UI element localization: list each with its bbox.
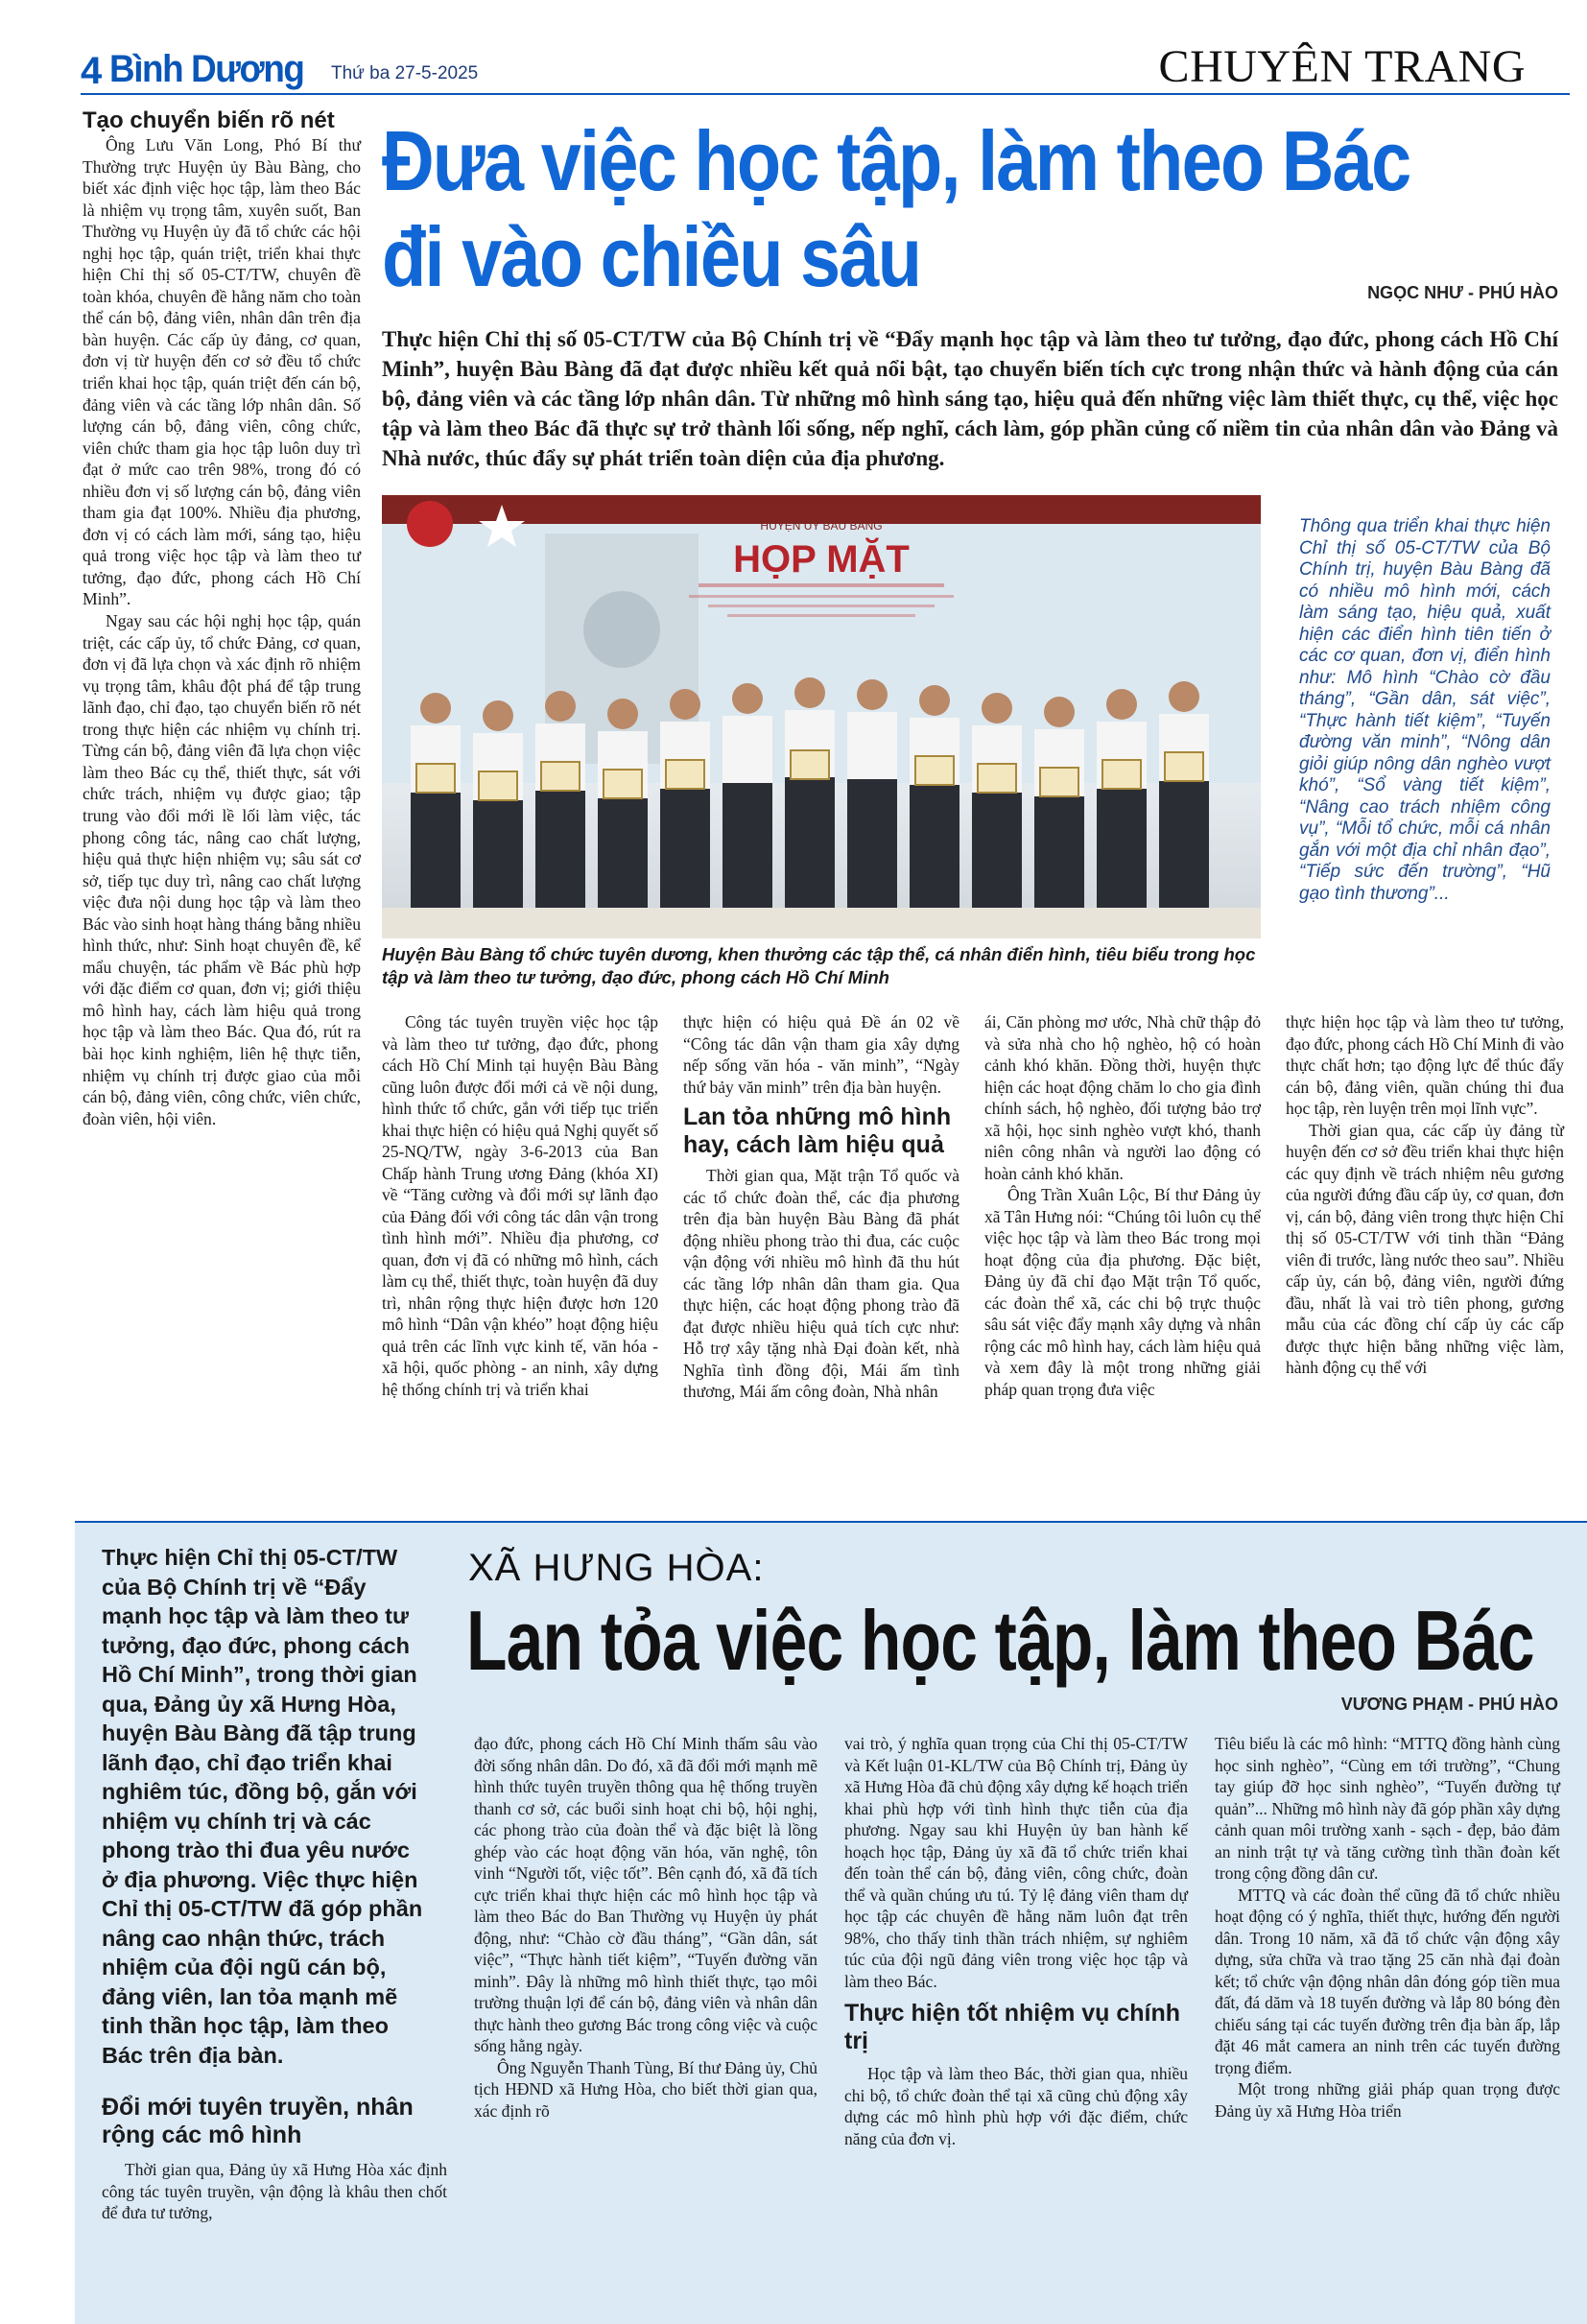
article2-column-1 bbox=[102, 2159, 447, 2224]
paragraph: Ông Nguyễn Thanh Tùng, Bí thư Đảng ủy, Chủ tịch HĐND xã Hưng Hòa, cho biết thời gian qua, xác định rõ bbox=[474, 2057, 817, 2121]
page-number: 4 bbox=[81, 50, 103, 92]
article2-column-4 bbox=[1215, 1733, 1560, 2122]
article1-subhead-2: Lan tỏa những mô hình hay, cách làm hiệu quả bbox=[683, 1103, 952, 1158]
paragraph: Ông Lưu Văn Long, Phó Bí thư Thường trực Huyện ủy Bàu Bàng, cho biết xác định việc học tập, làm theo Bác là nhiệm vụ trọng tâm, xuyên suốt, Ban Thường vụ Huyện ủy đã tổ chức các hội nghị học tập, quán triệt, triển khai thực hiện Chỉ thị số 05-CT/TW, chuyên đề toàn khóa, chuyên đề hằng năm cho toàn thể cán bộ, đảng viên, nhân dân trên địa bàn huyện. Các cấp ủy đảng, cơ quan, đơn vị từ huyện đến cơ sở đều tổ chức triển khai học tập, quán triệt đến cán bộ, đảng viên và các tầng lớp nhân dân. Số lượng cán bộ, đảng viên, công chức, viên chức tham gia học tập luôn duy trì đạt ở mức cao trên 98%, trong đó có nhiều đơn vị số lượng cán bộ, đảng viên tham gia đạt 100%. Nhiều địa phương, đơn vị có cách làm mới, sáng tạo, hiệu quả trong việc học tập và làm theo tư tưởng, đạo đức, phong cách Hồ Chí Minh”. bbox=[83, 135, 361, 609]
paragraph: Thời gian qua, Đảng ủy xã Hưng Hòa xác định công tác tuyên truyền, vận động là khâu then chốt để đưa tư tưởng, bbox=[102, 2160, 447, 2222]
paragraph: Ngay sau các hội nghị học tập, quán triệt, các cấp ủy, tổ chức Đảng, cơ quan, đơn vị đã lựa chọn và xác định rõ nhiệm vụ trọng tâm, khâu đột phá để tập trung lãnh đạo, chỉ đạo, tạo chuyển biến rõ nét trong thực hiện các nhiệm vụ chính trị. Từng cán bộ, đảng viên đã lựa chọn việc làm theo Bác cụ thể, thiết thực, sát với chức trách, nhiệm vụ được giao; tập trung vào đổi mới lề lối làm việc, tác phong công tác, nâng cao chất lượng, hiệu quả thực hiện nhiệm vụ; sâu sát cơ sở, tiếp tục duy trì, nâng cao chất lượng việc đưa nội dung học tập và làm theo Bác vào sinh hoạt hàng tháng bằng nhiều hình thức, như: Sinh hoạt chuyên đề, kể mẩu chuyện, tác phẩm về Bác phù hợp với đặc điểm cơ quan, đơn vị; giới thiệu mô hình hay, cách làm hiệu quả trong học tập và làm theo Bác. Qua đó, rút ra bài học kinh nghiệm, liên hệ thực tiễn, nhiệm vụ chính trị được giao của mỗi cán bộ, đảng viên, công chức, viên chức, đoàn viên, hội viên. bbox=[83, 611, 361, 1128]
issue-date: Thứ ba 27-5-2025 bbox=[331, 63, 479, 83]
event-photo[interactable] bbox=[382, 495, 1261, 938]
paragraph: Thời gian qua, Mặt trận Tổ quốc và các tổ chức đoàn thể, các địa phương trên địa bàn huyện Bàu Bàng đã phát động nhiều phong trào thi đua, các cuộc vận động với nhiều mô hình đã thu hút các tầng lớp nhân dân tham gia. Qua thực hiện, các hoạt động phong trào đã đạt được nhiều hiệu quả tích cực như: Hỗ trợ xây tặng nhà Đại đoàn kết, nhà Nghĩa tình đồng đội, Mái ấm tình thương, Mái ấm công đoàn, Nhà nhân bbox=[683, 1166, 959, 1401]
article1-column-2 bbox=[382, 1011, 658, 1400]
paragraph: Ông Trần Xuân Lộc, Bí thư Đảng ủy xã Tân Hưng nói: “Chúng tôi luôn cụ thể việc học tập và làm theo Bác trong mọi hoạt động của địa phương. Đặc biệt, Đảng ủy đã chỉ đạo Mặt trận Tổ quốc, các đoàn thể xã, các chi bộ trực thuộc sâu sát việc đẩy mạnh xây dựng và nhân rộng các mô hình hay, cách làm hiệu quả và xem đây là một trong những giải pháp quan trọng đưa việc bbox=[984, 1185, 1261, 1399]
paragraph: ái, Căn phòng mơ ước, Nhà chữ thập đỏ và sửa nhà cho hộ nghèo, hộ có hoàn cảnh khó khăn. Đồng thời, huyện thực hiện các hoạt động chăm lo cho gia đình chính sách, hộ nghèo, đối tượng bảo trợ xã hội, học sinh nghèo vượt khó, thanh niên công nhân và người lao động có hoàn cảnh khó khăn. bbox=[984, 1012, 1261, 1183]
headline-line: Đưa việc học tập, làm theo Bác bbox=[382, 113, 1410, 208]
article2-subhead-1: Đổi mới tuyên truyền, nhân rộng các mô hình bbox=[102, 2094, 414, 2148]
newspaper-logo[interactable]: Bình Dương bbox=[109, 48, 304, 90]
hammer-sickle-icon bbox=[407, 501, 453, 547]
article2-column-3 bbox=[844, 1733, 1188, 2149]
paragraph: vai trò, ý nghĩa quan trọng của Chỉ thị 05-CT/TW và Kết luận 01-KL/TW của Bộ Chính trị, Đảng ủy xã Hưng Hòa đã chủ động xây dựng kế hoạch triển khai phù hợp với tình hình thực tiễn của địa phương. Ngay sau khi Huyện ủy ban hành kế hoạch học tập, Đảng ủy xã đã tổ chức triển khai đến toàn thể cán bộ, đảng viên, công chức, đoàn thể và quần chúng ưu tú. Tỷ lệ đảng viên tham dự học tập các chuyên đề hằng năm luôn đạt trên 98%, cho thấy tinh thần trách nhiệm, sự nghiêm túc của đội ngũ đảng viên trong việc học tập và làm theo Bác. bbox=[844, 1734, 1188, 1991]
article2-byline: VƯƠNG PHẠM - PHÚ HÀO bbox=[1340, 1695, 1558, 1714]
paragraph: Công tác tuyên truyền việc học tập và làm theo tư tưởng, đạo đức, phong cách Hồ Chí Minh tại huyện Bàu Bàng cũng luôn được đổi mới cả về nội dung, hình thức tổ chức, gắn với tiếp tục triển khai thực hiện có hiệu quả Nghị quyết số 25-NQ/TW, ngày 3-6-2013 của Ban Chấp hành Trung ương Đảng (khóa XI) về “Tăng cường và đổi mới sự lãnh đạo của Đảng đối với công tác dân vận trong tình hình mới”. Nhiều địa phương, cơ quan, đơn vị đã có những mô hình, cách làm cụ thể, thiết thực, toàn huyện đã duy trì, nhân rộng thực hiện được hơn 120 mô hình “Dân vận khéo” hoạt động hiệu quả trên các lĩnh vực kinh tế, văn hóa - xã hội, quốc phòng - an ninh, xây dựng hệ thống chính trị và triển khai bbox=[382, 1012, 658, 1399]
article1-subhead-1: Tạo chuyển biến rõ nét bbox=[83, 107, 335, 133]
paragraph: đạo đức, phong cách Hồ Chí Minh thấm sâu vào đời sống nhân dân. Do đó, xã đã đổi mới mạnh mẽ hình thức tuyên truyền thông qua hệ thống truyền thanh cơ sở, các buổi sinh hoạt chi bộ, hội nghị, các phong trào của đoàn thể và đặc biệt là lồng ghép vào các hoạt động văn hóa, văn nghệ, tôn vinh “Người tốt, việc tốt”. Bên cạnh đó, xã đã tích cực triển khai thực hiện các mô hình học tập và làm theo Bác do Ban Thường vụ Huyện ủy phát động, như: “Chào cờ đầu tháng”, “Gần dân, sát việc”, “Thực hành tiết kiệm”, “Tuyến đường văn minh”. Đây là những mô hình thiết thực, tạo môi trường thuận lợi để cán bộ, đảng viên và nhân dân thực hành theo gương Bác trong công việc và cuộc sống hằng ngày. bbox=[474, 1734, 817, 2055]
banner-title: HỌP MẶT bbox=[733, 538, 910, 581]
article2-kicker: XÃ HƯNG HÒA: bbox=[468, 1547, 765, 1589]
article1-column-3 bbox=[683, 1011, 959, 1403]
pull-quote: Thông qua triển khai thực hiện Chỉ thị số 05-CT/TW của Bộ Chính trị, huyện Bàu Bàng đã có nhiều mô hình mới, cách làm sáng tạo, hiệu quả, xuất hiện các điển hình tiên tiến ở các cơ quan, đơn vị, điển hình như: Mô hình “Chào cờ đầu tháng”, “Gần dân, sát việc”, “Thực hành tiết kiệm”, “Tuyến đường văn minh”, “Nông dân giỏi giúp nông dân nghèo vượt khó”, “Sổ vàng tiết kiệm”, “Nâng cao trách nhiệm công vụ”, “Mỗi tổ chức, mỗi cá nhân gắn với một địa chỉ nhân đạo”, “Tiếp sức đến trường”, “Hũ gạo tình thương”... bbox=[1299, 516, 1551, 904]
paragraph: MTTQ và các đoàn thể cũng đã tổ chức nhiều hoạt động có ý nghĩa, thiết thực, hướng đến người dân. Trong 10 năm, xã đã tổ chức vận động xây dựng, sửa chữa và trao tặng 25 căn nhà đại đoàn kết; tổ chức vận động nhân dân đóng góp tiền mua đất, đá dăm và 18 tuyến đường và lắp 80 bóng đèn chiếu sáng tại các tuyến đường trên địa bàn ấp, lắp đặt 46 mắt camera an ninh trên các tuyến đường trọng điểm. bbox=[1215, 1885, 1560, 2077]
article1-column-5 bbox=[1286, 1011, 1564, 1379]
section-title: CHUYÊN TRANG bbox=[1158, 41, 1526, 92]
article1-column-left bbox=[83, 134, 361, 1129]
paragraph: Tiêu biểu là các mô hình: “MTTQ đồng hành cùng học sinh nghèo”, “Cùng em tới trường”, “Chung tay giúp đỡ học sinh nghèo”, “Tuyến đường tự quản”... Những mô hình này đã góp phần xây dựng cảnh quan môi trường xanh - sạch - đẹp, bảo đảm an ninh trật tự và tăng cường tình thần đoàn kết trong cộng đồng dân cư. bbox=[1215, 1734, 1560, 1883]
article2-sapo: Thực hiện Chỉ thị 05-CT/TW của Bộ Chính trị về “Đẩy mạnh học tập và làm theo tư tưởng, đạo đức, phong cách Hồ Chí Minh”, trong thời gian qua, Đảng ủy xã Hưng Hòa, huyện Bàu Bàng đã tập trung lãnh đạo, chỉ đạo triển khai nghiêm túc, đồng bộ, gắn với nhiệm vụ chính trị và các phong trào thi đua yêu nước ở địa phương. Việc thực hiện Chỉ thị 05-CT/TW đã góp phần nâng cao nhận thức, trách nhiệm của đội ngũ cán bộ, đảng viên, lan tỏa mạnh mẽ tinh thần học tập, làm theo Bác trên địa bàn. bbox=[102, 1545, 423, 2068]
paragraph: Một trong những giải pháp quan trọng được Đảng ủy xã Hưng Hòa triển bbox=[1215, 2079, 1560, 2121]
headline-line: đi vào chiều sâu bbox=[382, 209, 921, 304]
header-divider bbox=[81, 93, 1570, 95]
banner-org: HUYỆN ỦY BÀU BÀNG bbox=[760, 519, 883, 533]
paragraph: thực hiện học tập và làm theo tư tưởng, đạo đức, phong cách Hồ Chí Minh đi vào thực chất hơn; tạo động lực để thúc đẩy cán bộ, đảng viên, quần chúng thi đua học tập, rèn luyện trên mọi lĩnh vực”. bbox=[1286, 1012, 1564, 1118]
article1-headline bbox=[382, 113, 1413, 305]
paragraph: Thời gian qua, các cấp ủy đảng từ huyện đến cơ sở đều triển khai thực hiện các quy định về trách nhiệm nêu gương của người đứng đầu cấp ủy, cơ quan, đơn vị, cán bộ, đảng viên trong thực hiện Chỉ thị số 05-CT/TW với tinh thần “Đảng viên đi trước, làng nước theo sau”. Nhiều cấp ủy, cán bộ, đảng viên, người đứng đầu, nhất là vai trò tiên phong, gương mẫu của các đồng chí cấp ủy các cấp được thực hiện bằng những việc làm, hành động cụ thể với bbox=[1286, 1120, 1564, 1377]
article1-sapo: Thực hiện Chỉ thị số 05-CT/TW của Bộ Chính trị về “Đẩy mạnh học tập và làm theo tư tưởng, đạo đức, phong cách Hồ Chí Minh”, huyện Bàu Bàng đã đạt được nhiều kết quả nổi bật, tạo chuyển biến tích cực trong nhận thức và hành động của cán bộ, đảng viên và các tầng lớp nhân dân. Từ những mô hình sáng tạo, hiệu quả đến những việc làm thiết thực, cụ thể, việc học tập và làm theo Bác đã thực sự trở thành lối sống, nếp nghĩ, cách làm, góp phần củng cố niềm tin của nhân dân vào Đảng và Nhà nước, thúc đẩy sự phát triển toàn diện của địa phương. bbox=[382, 327, 1558, 470]
photo-caption: Huyện Bàu Bàng tổ chức tuyên dương, khen thưởng các tập thể, cá nhân điển hình, tiêu biểu trong học tập và làm theo tư tưởng, đạo đức, phong cách Hồ Chí Minh bbox=[382, 944, 1256, 987]
article2-subhead-2: Thực hiện tốt nhiệm vụ chính trị bbox=[844, 2000, 1181, 2054]
article2-column-2 bbox=[474, 1733, 817, 2122]
article2-headline: Lan tỏa việc học tập, làm theo Bác bbox=[466, 1593, 1534, 1688]
paragraph: Học tập và làm theo Bác, thời gian qua, nhiều chi bộ, tổ chức đoàn thể tại xã cũng chủ động xây dựng các mô hình phù hợp với đặc điểm, chức năng của đơn vị. bbox=[844, 2064, 1188, 2148]
paragraph: thực hiện có hiệu quả Đề án 02 về “Công tác dân vận tham gia xây dựng nếp sống văn hóa - văn minh”, “Ngày thứ bảy văn minh” trên địa bàn huyện. bbox=[683, 1012, 959, 1097]
article1-byline: NGỌC NHƯ - PHÚ HÀO bbox=[1367, 283, 1558, 302]
article1-column-4 bbox=[984, 1011, 1261, 1400]
event-photo-illustration bbox=[382, 495, 1261, 938]
